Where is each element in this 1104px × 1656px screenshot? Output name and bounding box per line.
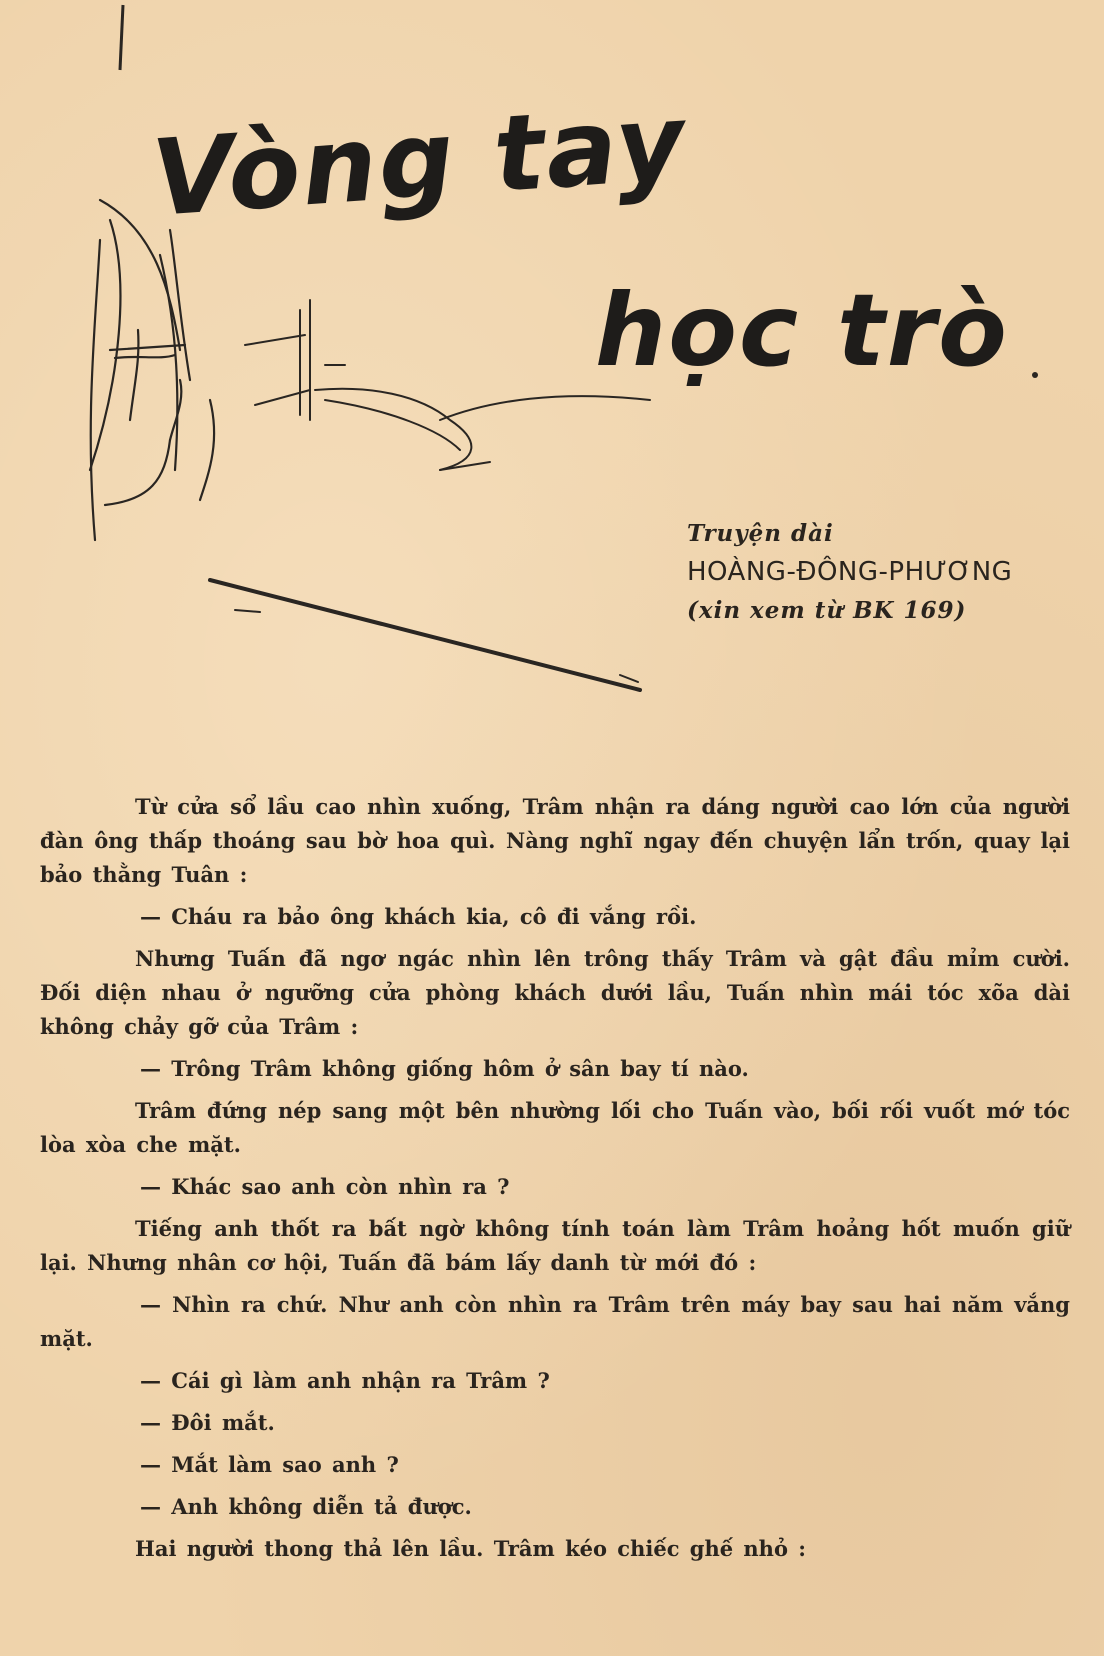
title-line1: Vòng tay bbox=[148, 80, 690, 240]
continuation-note: (xin xem từ BK 169) bbox=[687, 597, 967, 624]
dialogue-line: — Anh không diễn tả được. bbox=[140, 1494, 472, 1519]
sketch-diagonal-icon bbox=[210, 580, 640, 690]
dot-icon bbox=[1032, 372, 1038, 378]
dialogue-line: — Mắt làm sao anh ? bbox=[140, 1452, 399, 1477]
author-name: HOÀNG-ĐÔNG-PHƯƠNG bbox=[687, 557, 1013, 587]
sketch-strokes-icon bbox=[245, 300, 650, 470]
sketch-face-icon bbox=[90, 200, 214, 540]
byline bbox=[687, 520, 1087, 624]
dialogue-line: — Đôi mắt. bbox=[140, 1410, 275, 1435]
paragraph: Nhưng Tuấn đã ngơ ngác nhìn lên trông thấy Trâm và gật đầu mỉm cười. Đối diện nhau ở ngưỡng cửa phòng khách dưới lầu, Tuấn nhìn mái tóc xõa dài không chảy gỡ của Trâm : bbox=[40, 946, 1070, 1039]
dialogue-line: — Cái gì làm anh nhận ra Trâm ? bbox=[140, 1368, 550, 1393]
dialogue-line: — Cháu ra bảo ông khách kia, cô đi vắng rồi. bbox=[140, 904, 697, 929]
paragraph: Trâm đứng nép sang một bên nhường lối cho Tuấn vào, bối rối vuốt mớ tóc lòa xòa che mặt. bbox=[40, 1098, 1070, 1157]
genre-label: Truyện dài bbox=[687, 520, 834, 547]
paragraph: Từ cửa sổ lầu cao nhìn xuống, Trâm nhận ra dáng người cao lớn của người đàn ông thấp thoáng sau bờ hoa quì. Nàng nghĩ ngay đến chuyện lẩn trốn, quay lại bảo thằng Tuân : bbox=[40, 794, 1070, 887]
title-line2: học trò bbox=[595, 272, 1009, 389]
paragraph: Hai người thong thả lên lầu. Trâm kéo chiếc ghế nhỏ : bbox=[135, 1536, 807, 1561]
margin-mark-icon bbox=[120, 5, 123, 70]
dialogue-line: — Khác sao anh còn nhìn ra ? bbox=[140, 1174, 510, 1199]
story-body bbox=[40, 790, 1070, 1574]
dialogue-line: — Nhìn ra chứ. Như anh còn nhìn ra Trâm trên máy bay sau hai năm vắng mặt. bbox=[40, 1292, 1070, 1351]
paragraph: Tiếng anh thốt ra bất ngờ không tính toán làm Trâm hoảng hốt muốn giữ lại. Nhưng nhân cơ hội, Tuấn đã bám lấy danh từ mới đó : bbox=[40, 1216, 1070, 1275]
dialogue-line: — Trông Trâm không giống hôm ở sân bay tí nào. bbox=[140, 1056, 749, 1081]
